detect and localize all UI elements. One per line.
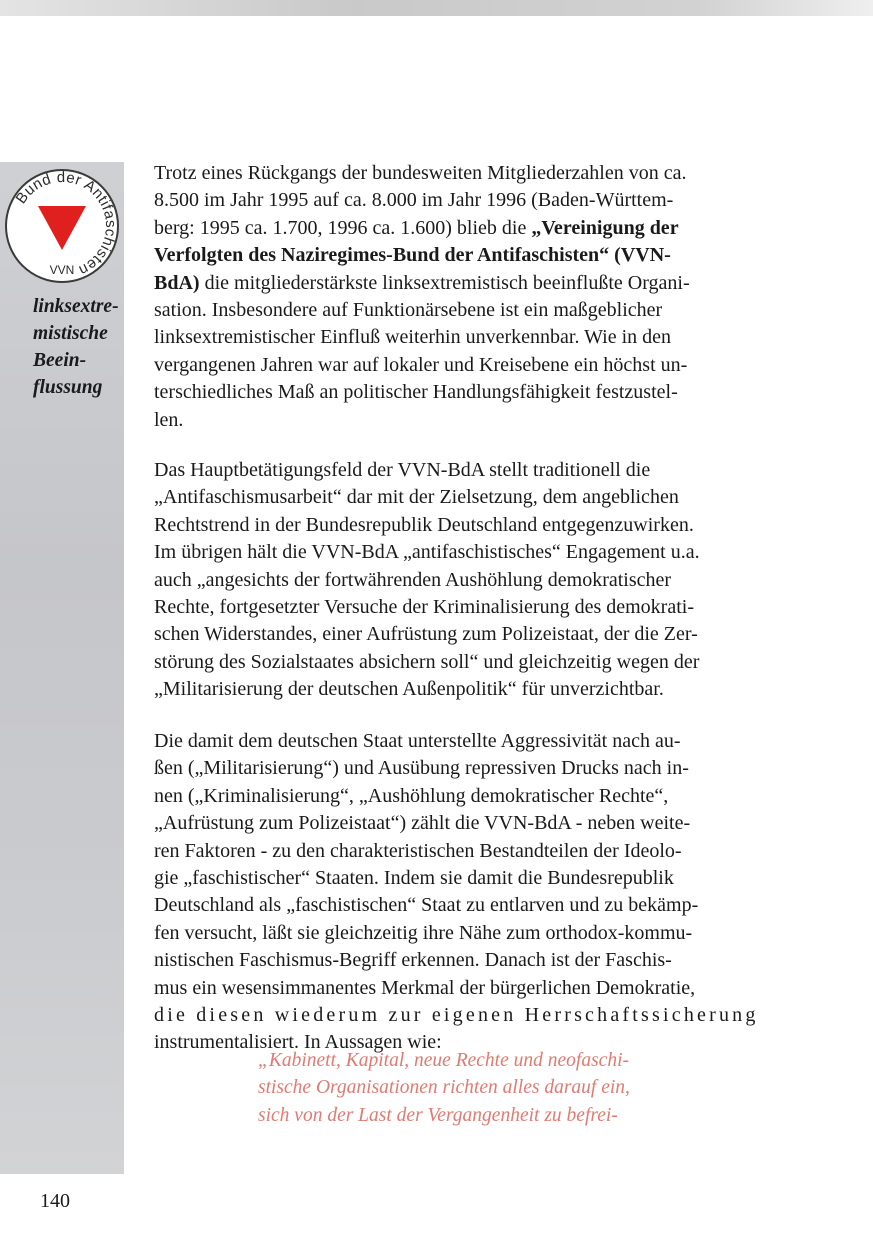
emblem-arc-text: Bund der Antifaschisten [12,168,120,280]
text-segment: die mitgliederstärkste linksextremistisch beeinflußte Organi- [199,271,690,294]
text-line: sation. Insbesondere auf Funktionärsebene ist ein maßgeblicher [154,299,663,322]
text-line [154,242,760,269]
quote-line: „Kabinett, Kapital, neue Rechte und neofaschi- [258,1050,629,1071]
emblem-abbrev: VVN [49,263,75,277]
bold-organization-name: Verfolgten des Naziregimes-Bund der Antifaschisten“ (VVN- [154,244,671,267]
text-line: Rechte, fortgesetzter Versuche der Kriminalisierung des demokrati- [154,596,694,619]
vvn-bda-emblem-icon [4,168,120,284]
text-line: Trotz eines Rückgangs der bundesweiten Mitgliederzahlen von ca. [154,162,687,184]
text-line: „Militarisierung der deutschen Außenpolitik“ für unverzichtbar. [154,678,664,701]
text-line: störung des Sozialstaates absichern soll“ und gleichzeitig wegen der [154,650,700,673]
text-line: Im übrigen hält die VVN-BdA „antifaschistisches“ Engagement u.a. [154,541,700,564]
text-line: gie „faschistischer“ Staaten. Indem sie damit die Bundesrepublik [154,867,674,890]
text-line: linksextremistischer Einfluß weiterhin unverkennbar. Wie in den [154,326,672,349]
text-line: nen („Kriminalisierung“, „Aushöhlung demokratischer Rechte“, [154,784,669,807]
margin-note-line: linksextre- [33,296,119,317]
text-line [154,270,760,297]
text-line: instrumentalisiert. In Aussagen wie: [154,1031,442,1054]
text-line: terschiedliches Maß an politischer Handlungsfähigkeit festzustel- [154,381,678,404]
quote-line: sich von der Last der Vergangenheit zu befrei- [258,1104,618,1126]
text-line: Das Hauptbetätigungsfeld der VVN-BdA stellt traditionell die [154,459,651,481]
text-line [154,215,760,242]
text-line: ßen („Militarisierung“) und Ausübung repressiven Drucks nach in- [154,757,689,780]
text-line: schen Widerstandes, einer Aufrüstung zum Polizeistaat, der die Zer- [154,623,698,646]
text-line: fen versucht, läßt sie gleichzeitig ihre Nähe zum orthodox-kommu- [154,921,693,944]
paragraph-2 [154,457,760,704]
scan-top-shadow [0,0,873,16]
text-line: die diesen wiederum zur eigenen Herrschaftssicherung [154,1004,759,1027]
text-line: 8.500 im Jahr 1995 auf ca. 8.000 im Jahr 1996 (Baden-Württem- [154,189,674,212]
text-line: Rechtstrend in der Bundesrepublik Deutschland entgegenzuwirken. [154,513,694,536]
text-line: auch „angesichts der fortwährenden Aushöhlung demokratischer [154,568,672,591]
margin-note-line: mistische [33,323,108,344]
bold-organization-name: „Vereinigung der [531,216,679,239]
text-line: Die damit dem deutschen Staat unterstellte Aggressivität nach au- [154,730,681,752]
margin-note-line: flussung [33,377,103,398]
text-line: vergangenen Jahren war auf lokaler und Kreisebene ein höchst un- [154,353,688,376]
page-number: 140 [40,1190,70,1212]
text-line: mus ein wesensimmanentes Merkmal der bürgerlichen Demokratie, [154,976,696,999]
margin-note-line: Beein- [33,350,87,371]
text-line: ren Faktoren - zu den charakteristischen Bestandteilen der Ideolo- [154,839,682,862]
text-line: „Antifaschismusarbeit“ dar mit der Zielsetzung, dem angeblichen [154,486,679,509]
text-line: „Aufrüstung zum Polizeistaat“) zählt die VVN-BdA - neben weite- [154,812,691,835]
paragraph-1 [154,160,760,434]
text-line: Deutschland als „faschistischen“ Staat zu entlarven und zu bekämp- [154,894,699,917]
text-segment: berg: 1995 ca. 1.700, 1996 ca. 1.600) blieb die [154,216,532,239]
bold-organization-abbrev: BdA) [154,271,200,294]
text-line: len. [154,408,184,431]
quotation-block [258,1047,678,1129]
text-line: nistischen Faschismus-Begriff erkennen. Danach ist der Faschis- [154,949,672,972]
margin-note [33,293,123,401]
quote-line: stische Organisationen richten alles darauf ein, [258,1077,630,1099]
paragraph-3 [154,728,760,1057]
